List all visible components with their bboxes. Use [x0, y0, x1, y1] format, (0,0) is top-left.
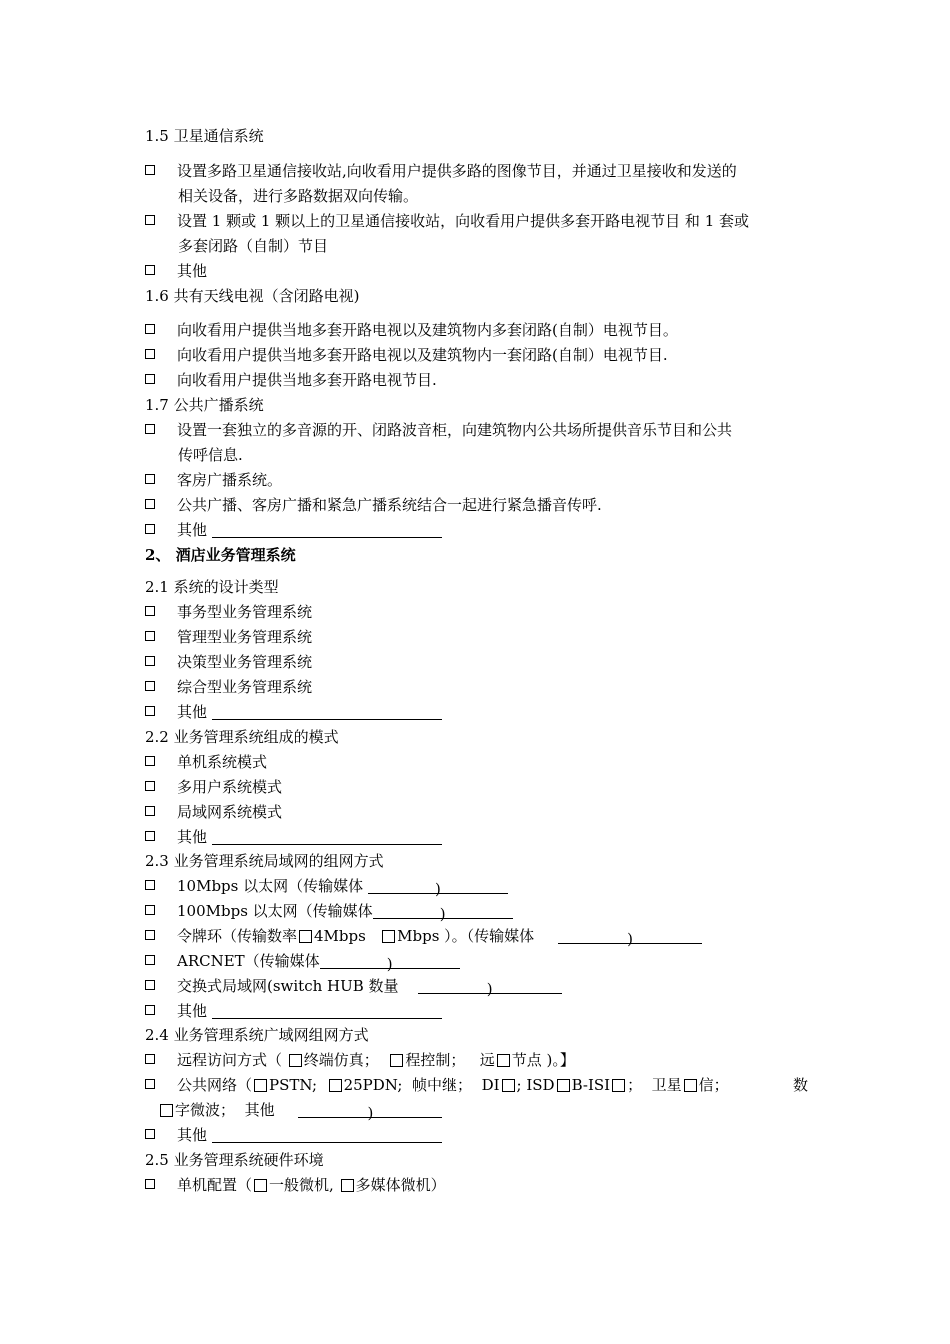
fill-in-line[interactable] [212, 830, 442, 845]
checkbox[interactable] [145, 1079, 155, 1089]
checkbox[interactable] [145, 1054, 155, 1064]
checkbox[interactable] [145, 474, 155, 484]
checkbox[interactable] [145, 524, 155, 534]
checkbox[interactable] [299, 930, 312, 943]
checkbox[interactable] [145, 880, 155, 890]
checkbox[interactable] [329, 1079, 342, 1092]
list-item: 令牌环（传输数率 4Mbps Mbps ）。（传输媒体 ) [145, 926, 702, 946]
list-item: 客房广播系统。 [145, 470, 282, 490]
checkbox[interactable] [145, 1179, 155, 1189]
list-item: 单机配置（ 一般微机, 多媒体微机） [145, 1175, 446, 1195]
list-item: 单机系统模式 [145, 752, 267, 772]
fill-in-line[interactable]: ) [368, 879, 508, 894]
list-item: 其他 [145, 702, 442, 722]
checkbox[interactable] [160, 1104, 173, 1117]
list-item: 向收看用户提供当地多套开路电视以及建筑物内多套闭路(自制）电视节目。 [145, 320, 678, 340]
list-item: 向收看用户提供当地多套开路电视节目. [145, 370, 437, 390]
checkbox[interactable] [145, 424, 155, 434]
list-item: 交换式局域网(switch HUB 数量 ) [145, 976, 562, 996]
checkbox[interactable] [145, 1005, 155, 1015]
section-1-6-title: 1.6 共有天线电视（含闭路电视) [145, 287, 360, 305]
list-item: 设置多路卫星通信接收站,向收看用户提供多路的图像节目，并通过卫星接收和发送的 [145, 161, 737, 181]
checkbox[interactable] [145, 165, 155, 175]
checkbox[interactable] [145, 349, 155, 359]
list-item: 其他 [145, 1001, 442, 1021]
fill-in-line[interactable] [212, 523, 442, 538]
fill-in-line[interactable]: ) [418, 979, 562, 994]
checkbox[interactable] [254, 1079, 267, 1092]
fill-in-line[interactable]: ) [320, 954, 460, 969]
checkbox[interactable] [145, 606, 155, 616]
list-item: 远程访问方式（ 终端仿真； 程控制； 远 节点 )。】 [145, 1050, 575, 1070]
checkbox[interactable] [145, 955, 155, 965]
list-item: 公共网络（ PSTN; 25PDN; 帧中继； DI ; ISD B-ISI ； 卫星 信； 数 [145, 1075, 808, 1095]
checkbox[interactable] [254, 1179, 267, 1192]
fill-in-line[interactable] [212, 1128, 442, 1143]
checkbox[interactable] [145, 930, 155, 940]
checkbox[interactable] [502, 1079, 515, 1092]
checkbox[interactable] [145, 831, 155, 841]
checkbox[interactable] [557, 1079, 570, 1092]
checkbox[interactable] [145, 781, 155, 791]
list-item: 公共广播、客房广播和紧急广播系统结合一起进行紧急播音传呼. [145, 495, 602, 515]
list-item-cont: 相关设备，进行多路数据双向传输。 [178, 187, 419, 205]
checkbox[interactable] [145, 806, 155, 816]
checkbox[interactable] [145, 681, 155, 691]
section-1-5-title: 1.5 卫星通信系统 [145, 127, 264, 145]
list-item: 局域网系统模式 [145, 802, 282, 822]
checkbox[interactable] [145, 980, 155, 990]
section-2-4-title: 2.4 业务管理系统广域网组网方式 [145, 1026, 369, 1044]
list-item: 其他 [145, 1125, 442, 1145]
list-item: 其他 [145, 520, 442, 540]
section-2-5-title: 2.5 业务管理系统硬件环境 [145, 1151, 324, 1169]
list-item: 管理型业务管理系统 [145, 627, 312, 647]
section-1-7-title: 1.7 公共广播系统 [145, 396, 264, 414]
checkbox[interactable] [145, 215, 155, 225]
checkbox[interactable] [145, 756, 155, 766]
list-item: 10Mbps 以太网（传输媒体 ) [145, 876, 508, 896]
list-item: 向收看用户提供当地多套开路电视以及建筑物内一套闭路(自制）电视节目. [145, 345, 668, 365]
section-2-3-title: 2.3 业务管理系统局域网的组网方式 [145, 852, 384, 870]
checkbox[interactable] [145, 706, 155, 716]
list-item-cont: 字微波； 其他 ) [158, 1100, 442, 1120]
checkbox[interactable] [341, 1179, 354, 1192]
checkbox[interactable] [145, 324, 155, 334]
checkbox[interactable] [145, 631, 155, 641]
section-2-2-title: 2.2 业务管理系统组成的模式 [145, 728, 339, 746]
fill-in-line[interactable]: ) [558, 929, 702, 944]
checkbox[interactable] [145, 905, 155, 915]
checkbox[interactable] [145, 656, 155, 666]
section-2-title: 2、 酒店业务管理系统 [145, 546, 296, 564]
checkbox[interactable] [382, 930, 395, 943]
list-item: 其他 [145, 827, 442, 847]
list-item: 设置 1 颗或 1 颗以上的卫星通信接收站，向收看用户提供多套开路电视节目 和 1 套或 [145, 211, 749, 231]
checkbox[interactable] [289, 1054, 302, 1067]
checkbox[interactable] [145, 374, 155, 384]
list-item-cont: 多套闭路（自制）节目 [178, 237, 329, 255]
fill-in-line[interactable]: ) [298, 1103, 442, 1118]
list-item: 多用户系统模式 [145, 777, 282, 797]
section-2-1-title: 2.1 系统的设计类型 [145, 578, 279, 596]
list-item: 设置一套独立的多音源的开、闭路波音柜，向建筑物内公共场所提供音乐节目和公共 [145, 420, 732, 440]
fill-in-line[interactable]: ) [373, 904, 513, 919]
fill-in-line[interactable] [212, 705, 442, 720]
fill-in-line[interactable] [212, 1004, 442, 1019]
list-item-cont: 传呼信息. [178, 446, 243, 464]
list-item: 综合型业务管理系统 [145, 677, 312, 697]
list-item: 其他 [145, 261, 207, 281]
checkbox[interactable] [612, 1079, 625, 1092]
checkbox[interactable] [497, 1054, 510, 1067]
checkbox[interactable] [145, 499, 155, 509]
list-item: 100Mbps 以太网（传输媒体 ) [145, 901, 513, 921]
checkbox[interactable] [684, 1079, 697, 1092]
list-item: 事务型业务管理系统 [145, 602, 312, 622]
checkbox[interactable] [390, 1054, 403, 1067]
checkbox[interactable] [145, 265, 155, 275]
list-item: 决策型业务管理系统 [145, 652, 312, 672]
list-item: ARCNET（传输媒体 ) [145, 951, 460, 971]
checkbox[interactable] [145, 1129, 155, 1139]
